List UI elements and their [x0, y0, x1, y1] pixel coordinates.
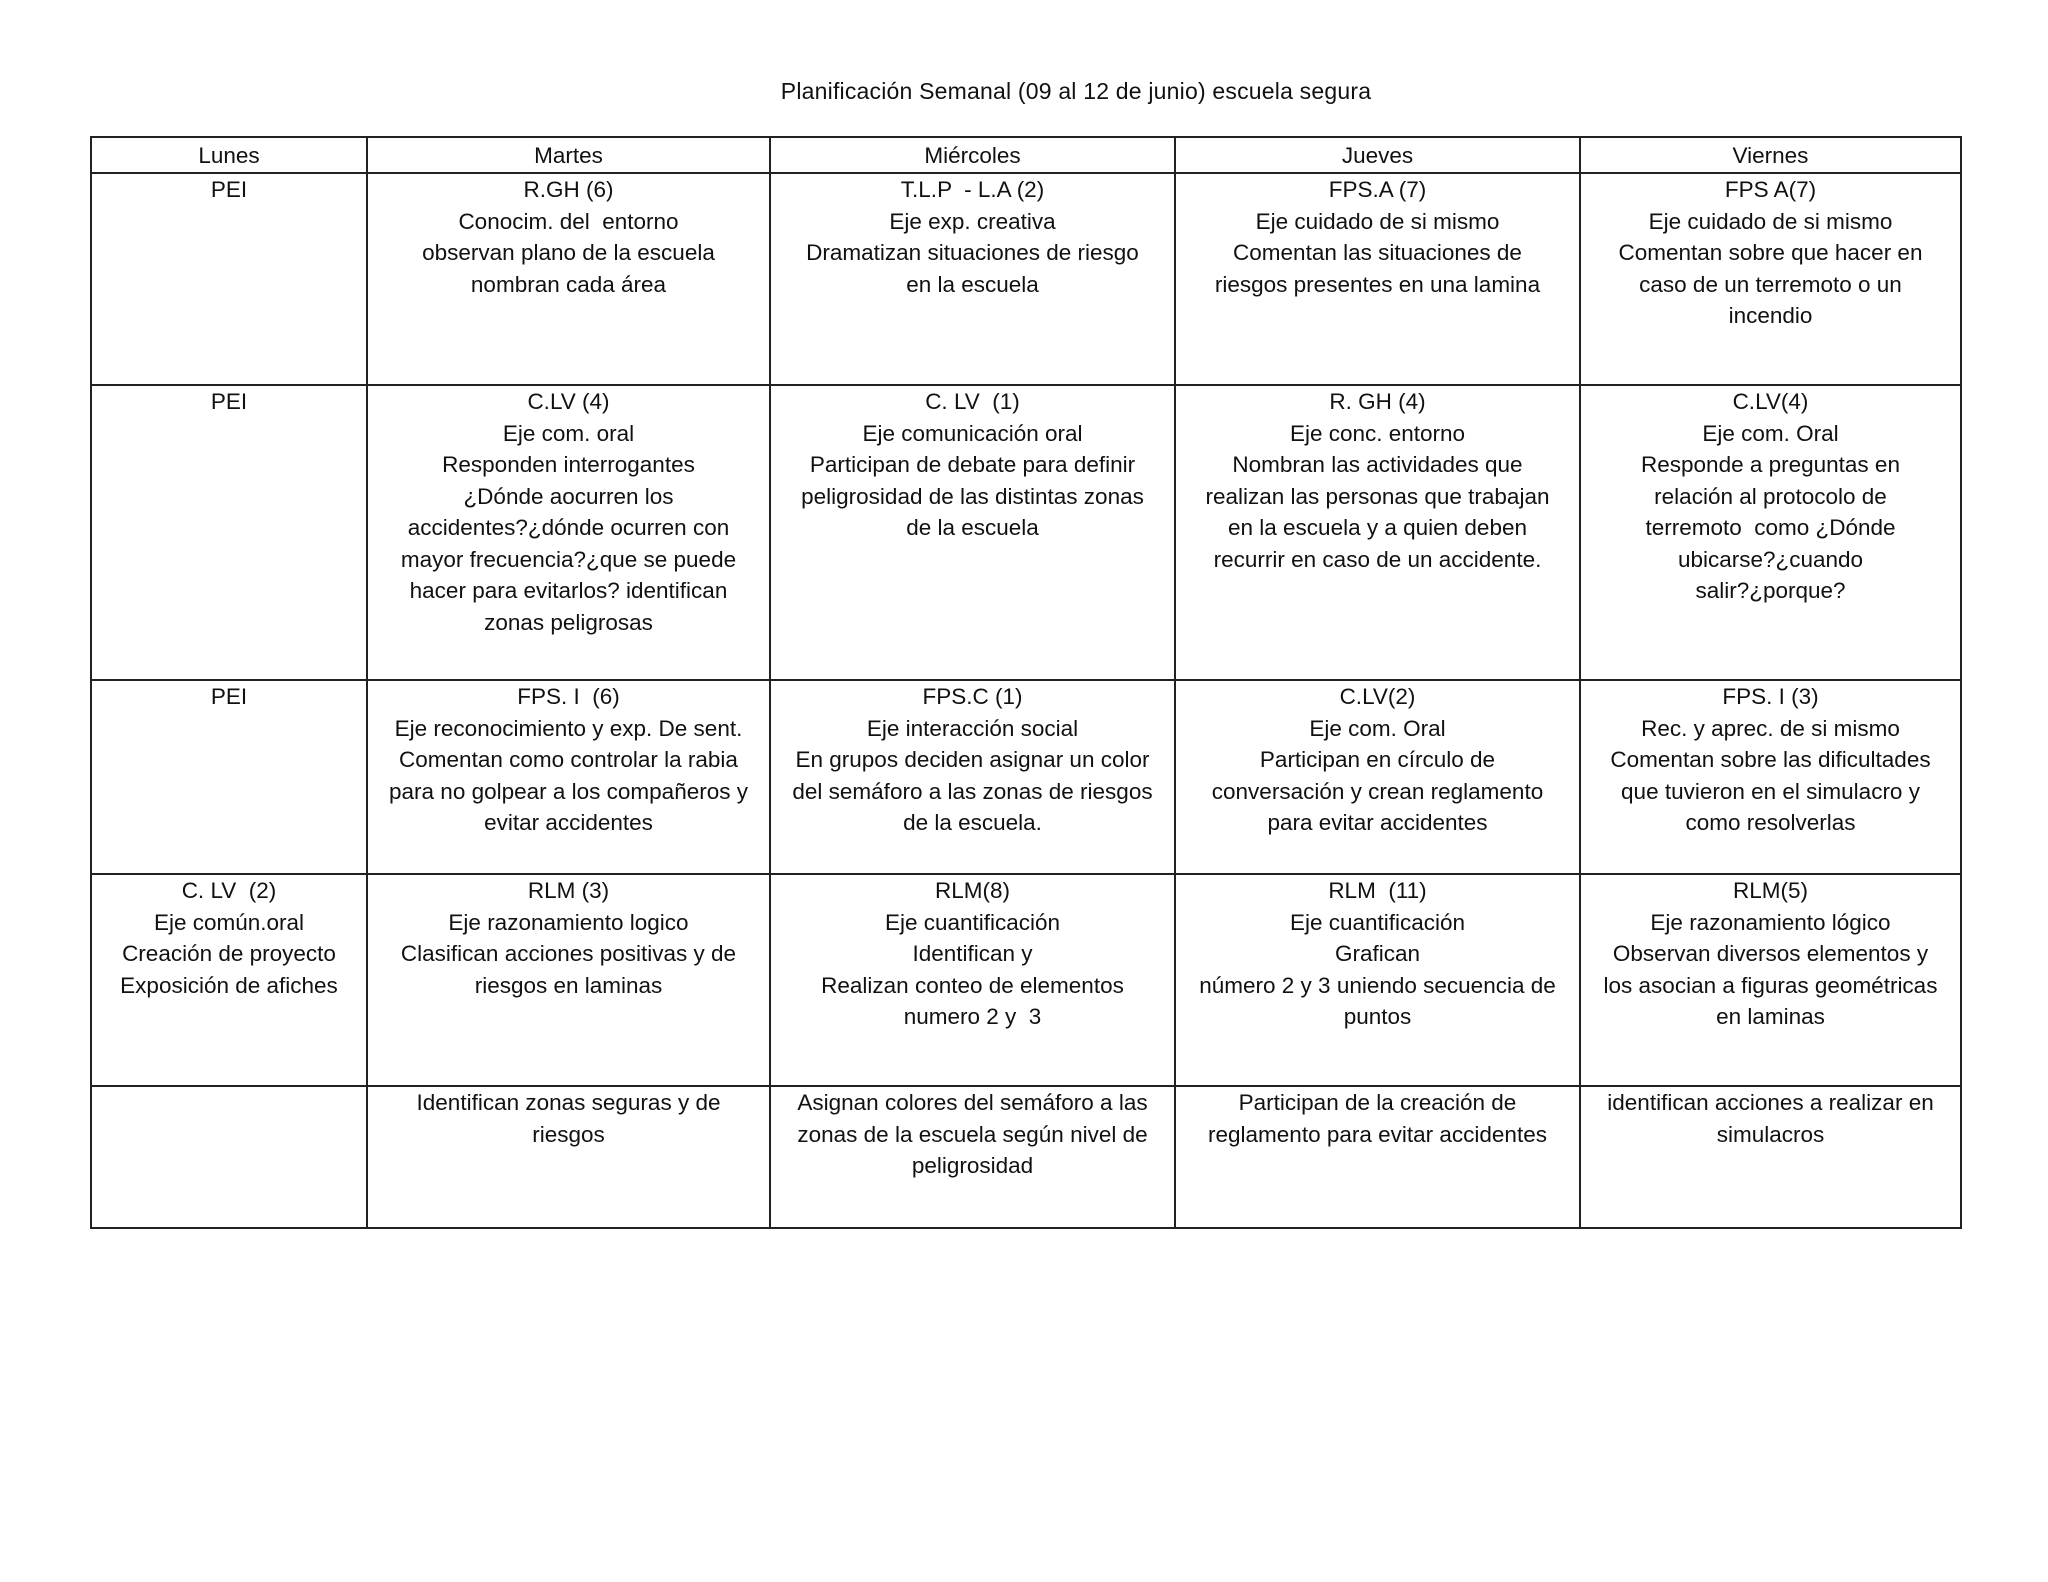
- cell-miercoles: [770, 680, 1175, 874]
- cell-text-line: Eje com. Oral: [1702, 420, 1839, 446]
- cell-text-line: los asocian a figuras geométricas: [1603, 972, 1938, 998]
- cell-text-line: identifican acciones a realizar en: [1607, 1090, 1934, 1115]
- cell-martes: [367, 874, 770, 1086]
- cell-text-line: Creación de proyecto: [122, 941, 336, 966]
- cell-text-line: Exposición de afiches: [120, 972, 338, 998]
- cell-text-line: para evitar accidentes: [1267, 810, 1488, 835]
- cell-text-line: FPS.C (1): [922, 684, 1023, 709]
- cell-text-line: simulacros: [1716, 1121, 1825, 1147]
- cell-text-line: Grafican: [1334, 941, 1421, 966]
- cell-text-line: RLM(8): [934, 878, 1010, 903]
- cell-text-line: realizan las personas que trabajan: [1205, 483, 1550, 509]
- cell-text-line: reglamento para evitar accidentes: [1208, 1121, 1547, 1147]
- cell-viernes: [1580, 874, 1961, 1086]
- cell-martes: [367, 680, 770, 874]
- table-row: [91, 680, 1961, 874]
- header-viernes: Viernes: [1580, 137, 1961, 173]
- cell-text-line: Eje conc. entorno: [1289, 420, 1466, 446]
- header-row: [91, 137, 1961, 173]
- table-header: [91, 137, 1961, 173]
- cell-miercoles: [770, 173, 1175, 385]
- cell-lunes: [91, 173, 367, 385]
- cell-text-line: C.LV(4): [1732, 389, 1809, 414]
- cell-text-line: terremoto como ¿Dónde: [1645, 515, 1896, 540]
- table-row: [91, 385, 1961, 680]
- cell-text-line: salir?¿porque?: [1695, 578, 1846, 603]
- cell-text-line: Responde a preguntas en: [1641, 452, 1900, 477]
- table-body: [91, 173, 1961, 1228]
- cell-text-line: evitar accidentes: [484, 810, 653, 835]
- cell-text-line: Eje com. oral: [502, 420, 635, 446]
- cell-text-line: Eje cuidado de si mismo: [1648, 208, 1893, 234]
- cell-text-line: relación al protocolo de: [1654, 483, 1887, 509]
- cell-text-line: para no golpear a los compañeros y: [389, 778, 748, 804]
- cell-text-line: peligrosidad de las distintas zonas: [801, 483, 1144, 509]
- cell-text-line: FPS.A (7): [1328, 177, 1427, 202]
- cell-text-line: Comentan como controlar la rabia: [399, 747, 738, 772]
- cell-text-line: accidentes?¿dónde ocurren con: [407, 515, 730, 540]
- cell-text-line: incendio: [1728, 303, 1813, 328]
- header-lunes: Lunes: [91, 137, 367, 173]
- cell-viernes: [1580, 385, 1961, 680]
- cell-text-line: Eje comunicación oral: [862, 420, 1083, 446]
- cell-text-line: numero 2 y 3: [903, 1004, 1042, 1029]
- cell-martes: [367, 1086, 770, 1228]
- table-row: [91, 1086, 1961, 1228]
- cell-jueves: [1175, 1086, 1580, 1228]
- cell-text-line: caso de un terremoto o un: [1639, 271, 1902, 297]
- cell-text-line: observan plano de la escuela: [422, 240, 715, 265]
- cell-text-line: Eje reconocimiento y exp. De sent.: [394, 715, 743, 741]
- cell-text-line: Participan de debate para definir: [809, 452, 1136, 477]
- header-miercoles: Miércoles: [770, 137, 1175, 173]
- cell-jueves: [1175, 680, 1580, 874]
- cell-text-line: Comentan las situaciones de: [1233, 240, 1522, 265]
- weekly-plan-table: [90, 136, 1962, 1229]
- cell-text-line: Eje com. Oral: [1309, 715, 1446, 741]
- cell-text-line: Clasifican acciones positivas y de: [400, 941, 737, 966]
- cell-text-line: Nombran las actividades que: [1232, 452, 1523, 477]
- cell-text-line: Dramatizan situaciones de riesgo: [806, 240, 1139, 265]
- cell-text-line: mayor frecuencia?¿que se puede: [400, 546, 737, 572]
- cell-text-line: Comentan sobre que hacer en: [1618, 240, 1923, 265]
- cell-text-line: puntos: [1343, 1004, 1412, 1029]
- cell-text-line: Eje interacción social: [866, 715, 1079, 741]
- cell-text-line: Responden interrogantes: [442, 452, 695, 477]
- cell-text-line: Eje cuidado de si mismo: [1255, 208, 1500, 234]
- cell-text-line: Rec. y aprec. de si mismo: [1641, 715, 1900, 741]
- cell-lunes: [91, 385, 367, 680]
- cell-martes: [367, 173, 770, 385]
- cell-text-line: RLM (3): [527, 878, 610, 903]
- cell-text-line: RLM (11): [1328, 878, 1427, 903]
- cell-text-line: Identifican zonas seguras y de: [416, 1090, 721, 1115]
- cell-text-line: Conocim. del entorno: [458, 208, 679, 234]
- cell-text-line: Asignan colores del semáforo a las: [797, 1090, 1148, 1115]
- cell-miercoles: [770, 1086, 1175, 1228]
- cell-text-line: C. LV (1): [925, 389, 1020, 414]
- cell-text-line: Eje razonamiento lógico: [1650, 909, 1891, 935]
- cell-text-line: peligrosidad: [911, 1153, 1034, 1178]
- cell-text-line: C.LV(2): [1339, 684, 1416, 709]
- cell-text-line: FPS. I (3): [1722, 684, 1819, 709]
- cell-text-line: de la escuela.: [903, 810, 1042, 835]
- cell-text-line: hacer para evitarlos? identifican: [409, 578, 728, 603]
- cell-text-line: riesgos en laminas: [474, 972, 663, 998]
- cell-text-line: como resolverlas: [1685, 810, 1856, 835]
- cell-viernes: [1580, 1086, 1961, 1228]
- cell-text-line: ¿Dónde aocurren los: [463, 483, 674, 509]
- cell-text-line: en laminas: [1716, 1004, 1825, 1029]
- cell-text-line: en la escuela y a quien deben: [1228, 515, 1527, 540]
- cell-text-line: Observan diversos elementos y: [1612, 941, 1929, 966]
- cell-text-line: PEI: [210, 177, 248, 202]
- cell-text-line: R.GH (6): [523, 177, 614, 202]
- cell-text-line: Realizan conteo de elementos: [821, 972, 1124, 998]
- cell-text-line: FPS A(7): [1724, 177, 1817, 202]
- table-row: [91, 874, 1961, 1086]
- cell-text-line: Eje común.oral: [153, 909, 305, 935]
- cell-text-line: Identifican y: [912, 941, 1033, 966]
- page-title: Planificación Semanal (09 al 12 de junio) escuela segura: [780, 78, 1372, 104]
- cell-lunes: [91, 874, 367, 1086]
- cell-text-line: PEI: [210, 389, 248, 414]
- cell-miercoles: [770, 874, 1175, 1086]
- cell-text-line: Eje cuantificación: [1289, 909, 1466, 935]
- cell-text-line: Comentan sobre las dificultades: [1610, 747, 1931, 772]
- cell-jueves: [1175, 385, 1580, 680]
- cell-text-line: Eje exp. creativa: [889, 208, 1056, 234]
- cell-jueves: [1175, 173, 1580, 385]
- cell-text-line: en la escuela: [906, 271, 1039, 297]
- cell-text-line: R. GH (4): [1329, 389, 1426, 414]
- cell-lunes: [91, 680, 367, 874]
- cell-text-line: C.LV (4): [527, 389, 610, 414]
- cell-text-line: PEI: [210, 684, 248, 709]
- cell-text-line: zonas peligrosas: [484, 609, 653, 635]
- table-row: [91, 173, 1961, 385]
- cell-text-line: conversación y crean reglamento: [1211, 778, 1544, 804]
- cell-text-line: nombran cada área: [470, 271, 667, 297]
- cell-text-line: FPS. I (6): [517, 684, 620, 709]
- cell-text-line: recurrir en caso de un accidente.: [1213, 546, 1542, 572]
- cell-text-line: zonas de la escuela según nivel de: [797, 1121, 1148, 1147]
- cell-text-line: C. LV (2): [181, 878, 277, 903]
- cell-text-line: número 2 y 3 uniendo secuencia de: [1199, 972, 1556, 998]
- cell-text-line: de la escuela: [906, 515, 1039, 540]
- cell-text-line: ubicarse?¿cuando: [1677, 546, 1864, 572]
- cell-text-line: que tuvieron en el simulacro y: [1621, 778, 1920, 804]
- cell-viernes: [1580, 680, 1961, 874]
- cell-text-line: riesgos presentes en una lamina: [1214, 271, 1541, 297]
- header-jueves: Jueves: [1175, 137, 1580, 173]
- cell-text-line: RLM(5): [1732, 878, 1808, 903]
- cell-text-line: riesgos: [532, 1121, 605, 1147]
- header-martes: Martes: [367, 137, 770, 173]
- cell-jueves: [1175, 874, 1580, 1086]
- cell-text-line: del semáforo a las zonas de riesgos: [792, 778, 1153, 804]
- cell-miercoles: [770, 385, 1175, 680]
- cell-martes: [367, 385, 770, 680]
- cell-text-line: Eje razonamiento logico: [448, 909, 689, 935]
- cell-text-line: Participan de la creación de: [1238, 1090, 1517, 1115]
- cell-lunes: [91, 1086, 367, 1228]
- cell-viernes: [1580, 173, 1961, 385]
- cell-text-line: En grupos deciden asignar un color: [795, 747, 1150, 772]
- cell-text-line: Participan en círculo de: [1259, 747, 1496, 772]
- cell-text-line: T.L.P - L.A (2): [900, 177, 1045, 202]
- cell-text-line: Eje cuantificación: [884, 909, 1061, 935]
